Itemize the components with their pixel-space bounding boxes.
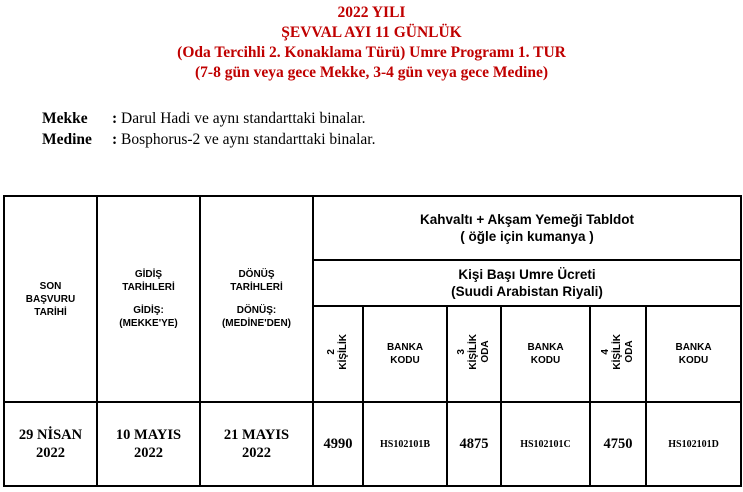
title-program: (Oda Tercihli 2. Konaklama Türü) Umre Programı 1. TUR bbox=[177, 44, 566, 61]
title-month: ŞEVVAL AYI 11 GÜNLÜK bbox=[281, 24, 462, 41]
cell-code-4: HS102101D bbox=[646, 402, 741, 486]
hotel-medine bbox=[42, 130, 375, 150]
price-table bbox=[3, 195, 742, 487]
header-meal-plan: Kahvaltı + Akşam Yemeği Tabldot ( öğle için kumanya ) bbox=[313, 196, 741, 260]
title-year: 2022 YILI bbox=[337, 4, 406, 21]
header-gidis: GİDİŞ TARİHLERİ GİDİŞ: (MEKKE'YE) bbox=[97, 196, 200, 402]
header-bank-code-4: BANKA KODU bbox=[646, 306, 741, 402]
header-room-4: 4 KİŞİLİK ODA bbox=[590, 306, 646, 402]
hotel-mekke-colon: : bbox=[112, 110, 118, 127]
header-room-2: 2 KİŞİLİK bbox=[313, 306, 363, 402]
header-donus: DÖNÜŞ TARİHLERİ DÖNÜŞ: (MEDİNE'DEN) bbox=[200, 196, 313, 402]
hotel-medine-label: Medine bbox=[42, 131, 92, 148]
title-duration: (7-8 gün veya gece Mekke, 3-4 gün veya gece Medine) bbox=[195, 64, 548, 81]
cell-code-3: HS102101C bbox=[501, 402, 590, 486]
table-row bbox=[4, 402, 741, 486]
hotel-medine-text: Bosphorus-2 ve aynı standarttaki binalar. bbox=[121, 131, 376, 148]
cell-price-2: 4990 bbox=[313, 402, 363, 486]
hotel-mekke-label: Mekke bbox=[42, 110, 88, 127]
header-bank-code-2: BANKA KODU bbox=[363, 306, 447, 402]
cell-code-2: HS102101B bbox=[363, 402, 447, 486]
header-bank-code-3: BANKA KODU bbox=[501, 306, 590, 402]
hotel-mekke bbox=[42, 109, 366, 129]
cell-price-3: 4875 bbox=[447, 402, 501, 486]
cell-son-basvuru: 29 NİSAN 2022 bbox=[4, 402, 97, 486]
cell-price-4: 4750 bbox=[590, 402, 646, 486]
cell-gidis: 10 MAYIS 2022 bbox=[97, 402, 200, 486]
header-room-3: 3 KİŞİLİK ODA bbox=[447, 306, 501, 402]
cell-donus: 21 MAYIS 2022 bbox=[200, 402, 313, 486]
hotel-mekke-text: Darul Hadi ve aynı standarttaki binalar. bbox=[121, 110, 366, 127]
hotel-medine-colon: : bbox=[112, 131, 118, 148]
header-fee: Kişi Başı Umre Ücreti (Suudi Arabistan Riyali) bbox=[313, 260, 741, 306]
header-son-basvuru: SON BAŞVURU TARİHİ bbox=[4, 196, 97, 402]
